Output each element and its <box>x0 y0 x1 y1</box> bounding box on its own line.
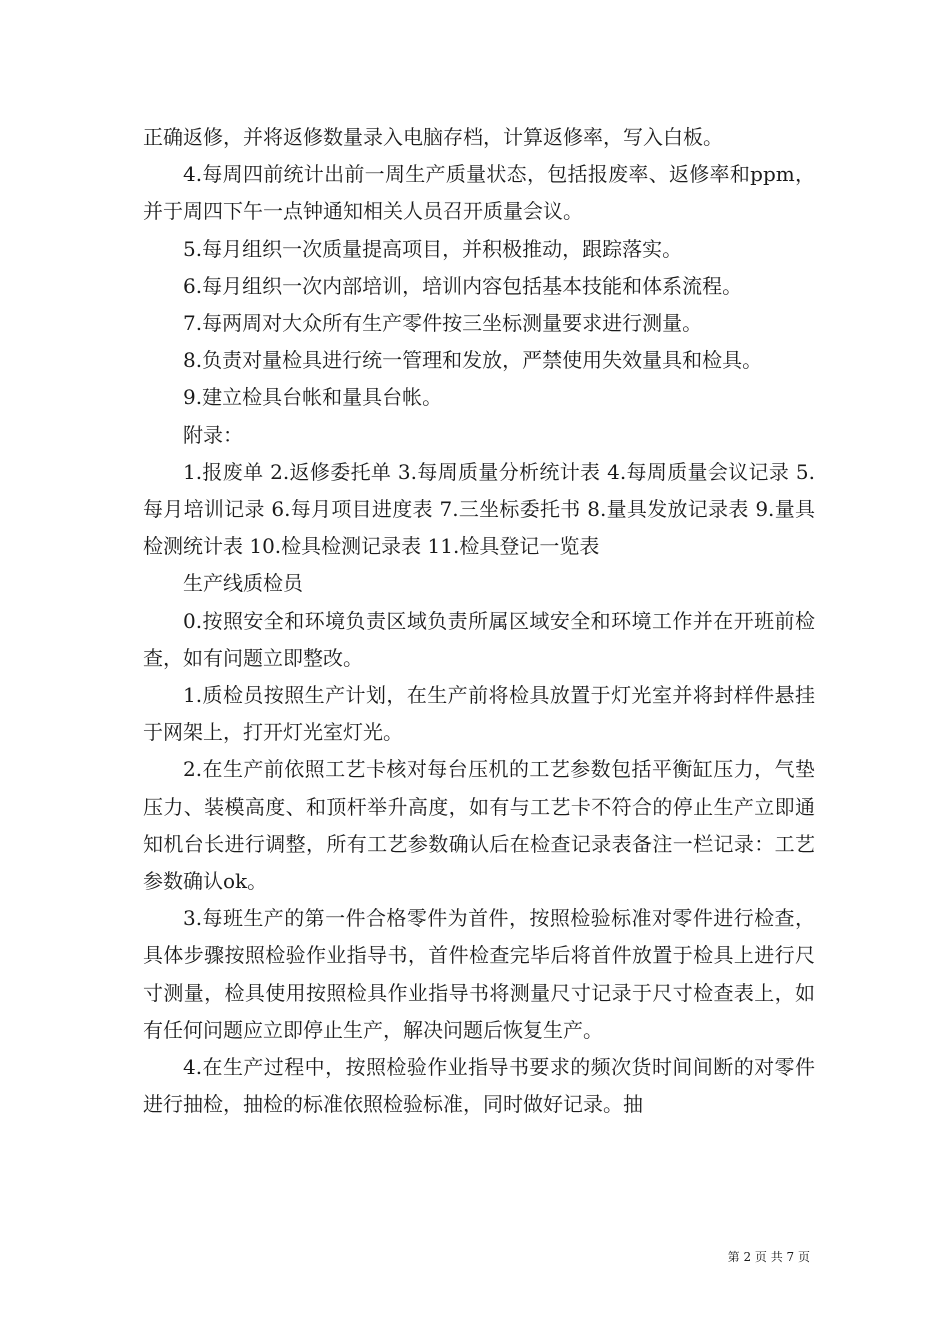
paragraph-4: 7.每两周对大众所有生产零件按三坐标测量要求进行测量。 <box>183 311 703 336</box>
paragraph-0: 正确返修，并将返修数量录入电脑存档，计算返修率，写入白板。 <box>143 125 723 149</box>
paragraph-11: 1.质检员按照生产计划，在生产前将检具放置于灯光室并将封样件悬挂于网架上，打开灯光室灯光。 <box>143 683 815 745</box>
paragraph-6: 9.建立检具台帐和量具台帐。 <box>183 385 443 410</box>
paragraph-1: 4.每周四前统计出前一周生产质量状态，包括报废率、返修率和ppm，并于周四下午一点钟通知相关人员召开质量会议。 <box>143 162 815 224</box>
appendix-list: 1.报废单 2.返修委托单 3.每周质量分析统计表 4.每周质量会议记录 5.每月培训记录 6.每月项目进度表 7.三坐标委托书 8.量具发放记录表 9.量具检测统计表 10.检具检测记录表 11.检具登记一览表 <box>143 459 815 559</box>
document-body <box>143 119 815 1123</box>
appendix-heading: 附录： <box>183 422 243 447</box>
paragraph-14: 4.在生产过程中，按照检验作业指导书要求的频次货时间间断的对零件进行抽检，抽检的标准依照检验标准，同时做好记录。抽 <box>143 1055 815 1117</box>
page-number: 第 2 页 共 7 页 <box>727 1250 810 1264</box>
paragraph-5: 8.负责对量检具进行统一管理和发放，严禁使用失效量具和检具。 <box>183 348 763 373</box>
section-heading: 生产线质检员 <box>183 571 303 596</box>
paragraph-12: 2.在生产前依照工艺卡核对每台压机的工艺参数包括平衡缸压力，气垫压力、装模高度、和顶杆举升高度，如有与工艺卡不符合的停止生产立即通知机台长进行调整，所有工艺参数确认后在检查记录表备注一栏记录：工艺参数确认ok。 <box>143 757 815 894</box>
paragraph-10: 0.按照安全和环境负责区域负责所属区域安全和环境工作并在开班前检查，如有问题立即整改。 <box>143 608 815 670</box>
paragraph-3: 6.每月组织一次内部培训，培训内容包括基本技能和体系流程。 <box>183 273 743 298</box>
paragraph-2: 5.每月组织一次质量提高项目，并积极推动，跟踪落实。 <box>183 236 683 261</box>
paragraph-13: 3.每班生产的第一件合格零件为首件，按照检验标准对零件进行检查，具体步骤按照检验作业指导书，首件检查完毕后将首件放置于检具上进行尺寸测量，检具使用按照检具作业指导书将测量尺寸记录于尺寸检查表上，如有任何问题应立即停止生产，解决问题后恢复生产。 <box>143 906 815 1042</box>
